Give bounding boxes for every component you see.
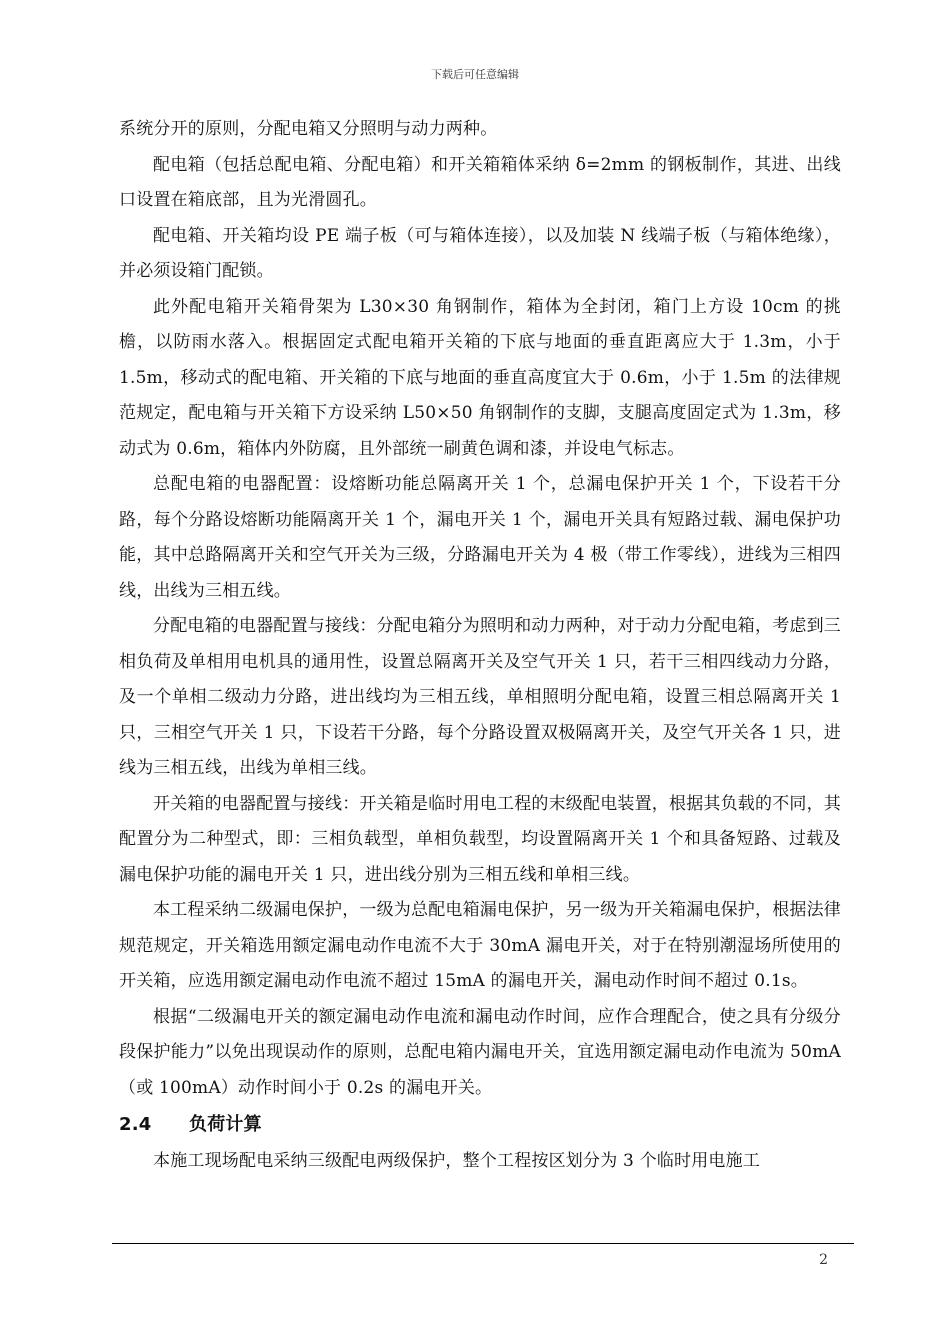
section-title: 负荷计算 xyxy=(189,1114,262,1135)
paragraph-sub-box-config: 分配电箱的电器配置与接线：分配电箱分为照明和动力两种，对于动力分配电箱，考虑到三相负荷及单相用电机具的通用性，设置总隔离开关及空气开关 1 只，若干三相四线动力分路，及一个单相二级动力分路，进出线均为三相五线，单相照明分配电箱，设置三相总隔离开关 1 只，三相空气开关 1 只，下设若干分路，每个分路设置双极隔离开关，及空气开关各 1 只，进线为三相五线，出线为单相三线。 xyxy=(119,616,841,778)
section-heading xyxy=(119,1106,841,1144)
paragraph-box-material: 配电箱（包括总配电箱、分配电箱）和开关箱箱体采纳 δ=2mm 的钢板制作，其进、出线口设置在箱底部，且为光滑圆孔。 xyxy=(119,154,841,210)
paragraph-leakage-coordination: 根据“二级漏电开关的额定漏电动作电流和漏电动作时间，应作合理配合，使之具有分级分段保护能力”以免出现误动作的原则，总配电箱内漏电开关，宜选用额定漏电动作电流为 50mA（或 100mA）动作时间小于 0.2s 的漏电开关。 xyxy=(119,1006,841,1098)
paragraph-continuation: 系统分开的原则，分配电箱又分照明与动力两种。 xyxy=(119,119,498,139)
footer-divider xyxy=(112,1243,854,1244)
paragraph-switch-box-config: 开关箱的电器配置与接线：开关箱是临时用电工程的末级配电装置，根据其负载的不同，其配置分为二种型式，即：三相负载型，单相负载型，均设置隔离开关 1 个和具备短路、过载及漏电保护功能的漏电开关 1 只，进出线分别为三相五线和单相三线。 xyxy=(119,793,841,885)
page-number: 2 xyxy=(819,1252,828,1268)
paragraph-box-frame: 此外配电箱开关箱骨架为 L30×30 角钢制作，箱体为全封闭，箱门上方设 10cm 的挑檐，以防雨水落入。根据固定式配电箱开关箱的下底与地面的垂直距离应大于 1.3m，小于 1.5m，移动式的配电箱、开关箱的下底与地面的垂直高度宜大于 0.6m，小于 1.5m 的法律规范规定，配电箱与开关箱下方设采纳 L50×50 角钢制作的支脚，支腿高度固定式为 1.3m，移动式为 0.6m，箱体内外防腐，且外部统一刷黄色调和漆，并设电气标志。 xyxy=(119,296,841,459)
document-body xyxy=(119,112,841,1180)
paragraph-load-calculation: 本施工现场配电采纳三级配电两级保护，整个工程按区划分为 3 个临时用电施工 xyxy=(153,1151,761,1171)
section-number: 2.4 xyxy=(119,1114,152,1135)
page-header: 下载后可任意编辑 xyxy=(431,68,519,81)
paragraph-main-box-config: 总配电箱的电器配置：设熔断功能总隔离开关 1 个，总漏电保护开关 1 个，下设若干分路，每个分路设熔断功能隔离开关 1 个，漏电开关 1 个，漏电开关具有短路过载、漏电保护功能，其中总路隔离开关和空气开关为三级，分路漏电开关为 4 极（带工作零线），进线为三相四线，出线为三相五线。 xyxy=(119,474,841,601)
paragraph-leakage-protection: 本工程采纳二级漏电保护，一级为总配电箱漏电保护，另一级为开关箱漏电保护，根据法律规范规定，开关箱选用额定漏电动作电流不大于 30mA 漏电开关，对于在特别潮湿场所使用的开关箱，应选用额定漏电动作电流不超过 15mA 的漏电开关，漏电动作时间不超过 0.1s。 xyxy=(119,900,841,991)
paragraph-terminal-board: 配电箱、开关箱均设 PE 端子板（可与箱体连接），以及加装 N 线端子板（与箱体绝缘），并必须设箱门配锁。 xyxy=(119,225,841,281)
